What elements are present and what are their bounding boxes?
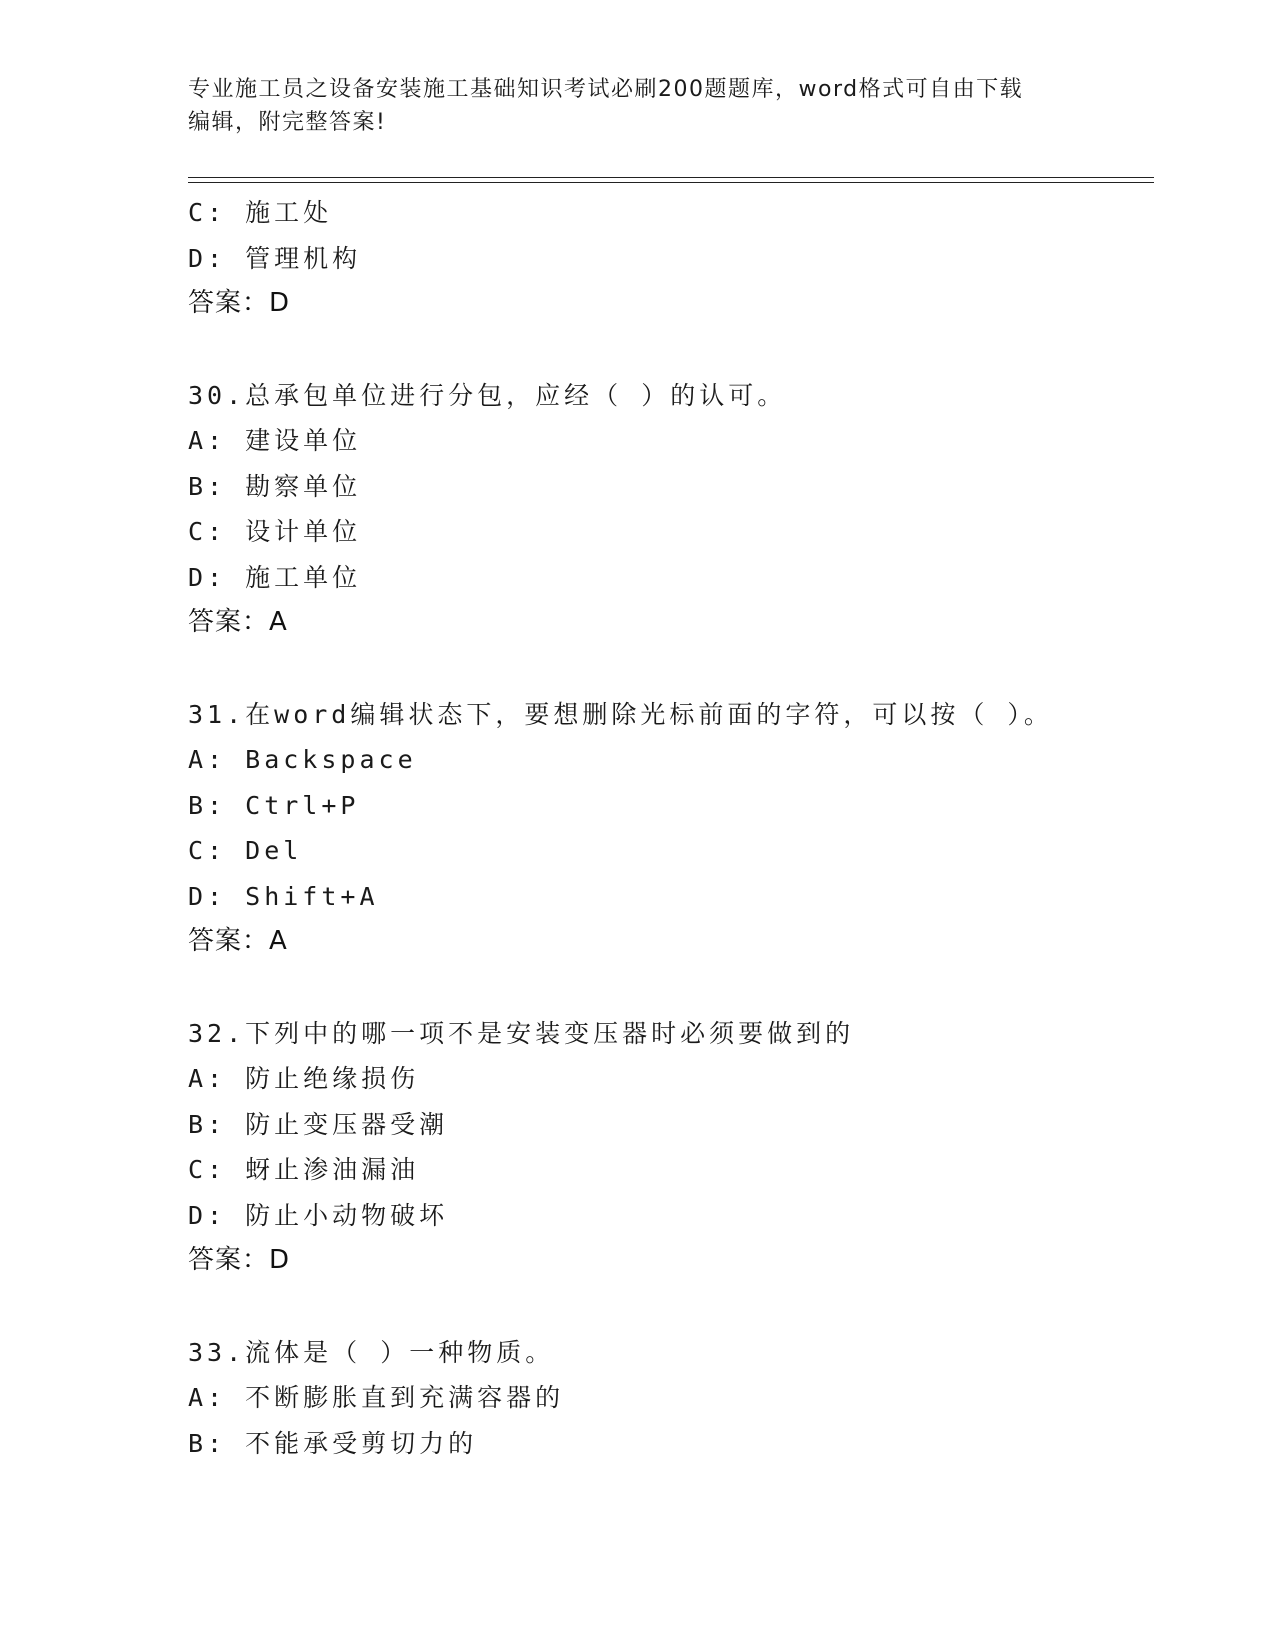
question-stem: 33.流体是（ ）一种物质。: [188, 1337, 555, 1367]
option-d: D: 管理机构: [188, 243, 362, 273]
option-a: A: 建设单位: [188, 426, 362, 455]
header-divider-bottom: [188, 182, 1154, 183]
header-title-line-1: 专业施工员之设备安装施工基础知识考试必刷200题题库，word格式可自由下载: [188, 77, 1024, 102]
question-stem: 31.在word编辑状态下，要想删除光标前面的字符，可以按（ ）。: [188, 699, 1053, 729]
option-b: B: 勘察单位: [188, 471, 362, 501]
answer-line: 答案：A: [188, 607, 288, 637]
option-a: A: Backspace: [188, 745, 417, 774]
question-stem: 32.下列中的哪一项不是安装变压器时必须要做到的: [188, 1018, 855, 1048]
question-32: [188, 1011, 1154, 1284]
question-33: [188, 1330, 1154, 1467]
option-b: B: Ctrl+P: [188, 790, 360, 820]
header-divider-top: [188, 177, 1154, 178]
option-d: D: 防止小动物破坏: [188, 1200, 449, 1230]
option-d: D: 施工单位: [188, 562, 362, 592]
option-c: C: Del: [188, 836, 303, 865]
option-c: C: 施工处: [188, 198, 333, 227]
question-30: [188, 373, 1154, 646]
header-title-line-2: 编辑，附完整答案!: [188, 110, 387, 135]
option-b: B: 不能承受剪切力的: [188, 1428, 478, 1458]
question-29-partial: [188, 190, 1154, 327]
option-c: C: 设计单位: [188, 517, 362, 546]
option-a: A: 不断膨胀直到充满容器的: [188, 1383, 565, 1412]
option-d: D: Shift+A: [188, 881, 379, 911]
answer-line: 答案：D: [188, 1245, 291, 1275]
answer-line: 答案：D: [188, 288, 291, 318]
answer-line: 答案：A: [188, 926, 288, 956]
question-stem: 30.总承包单位进行分包，应经（ ）的认可。: [188, 380, 787, 410]
document-header: [188, 73, 1088, 139]
question-31: [188, 692, 1154, 965]
question-list: [188, 190, 1154, 1466]
option-c: C: 蚜止渗油漏油: [188, 1155, 420, 1184]
option-a: A: 防止绝缘损伤: [188, 1064, 420, 1093]
option-b: B: 防止变压器受潮: [188, 1109, 449, 1139]
